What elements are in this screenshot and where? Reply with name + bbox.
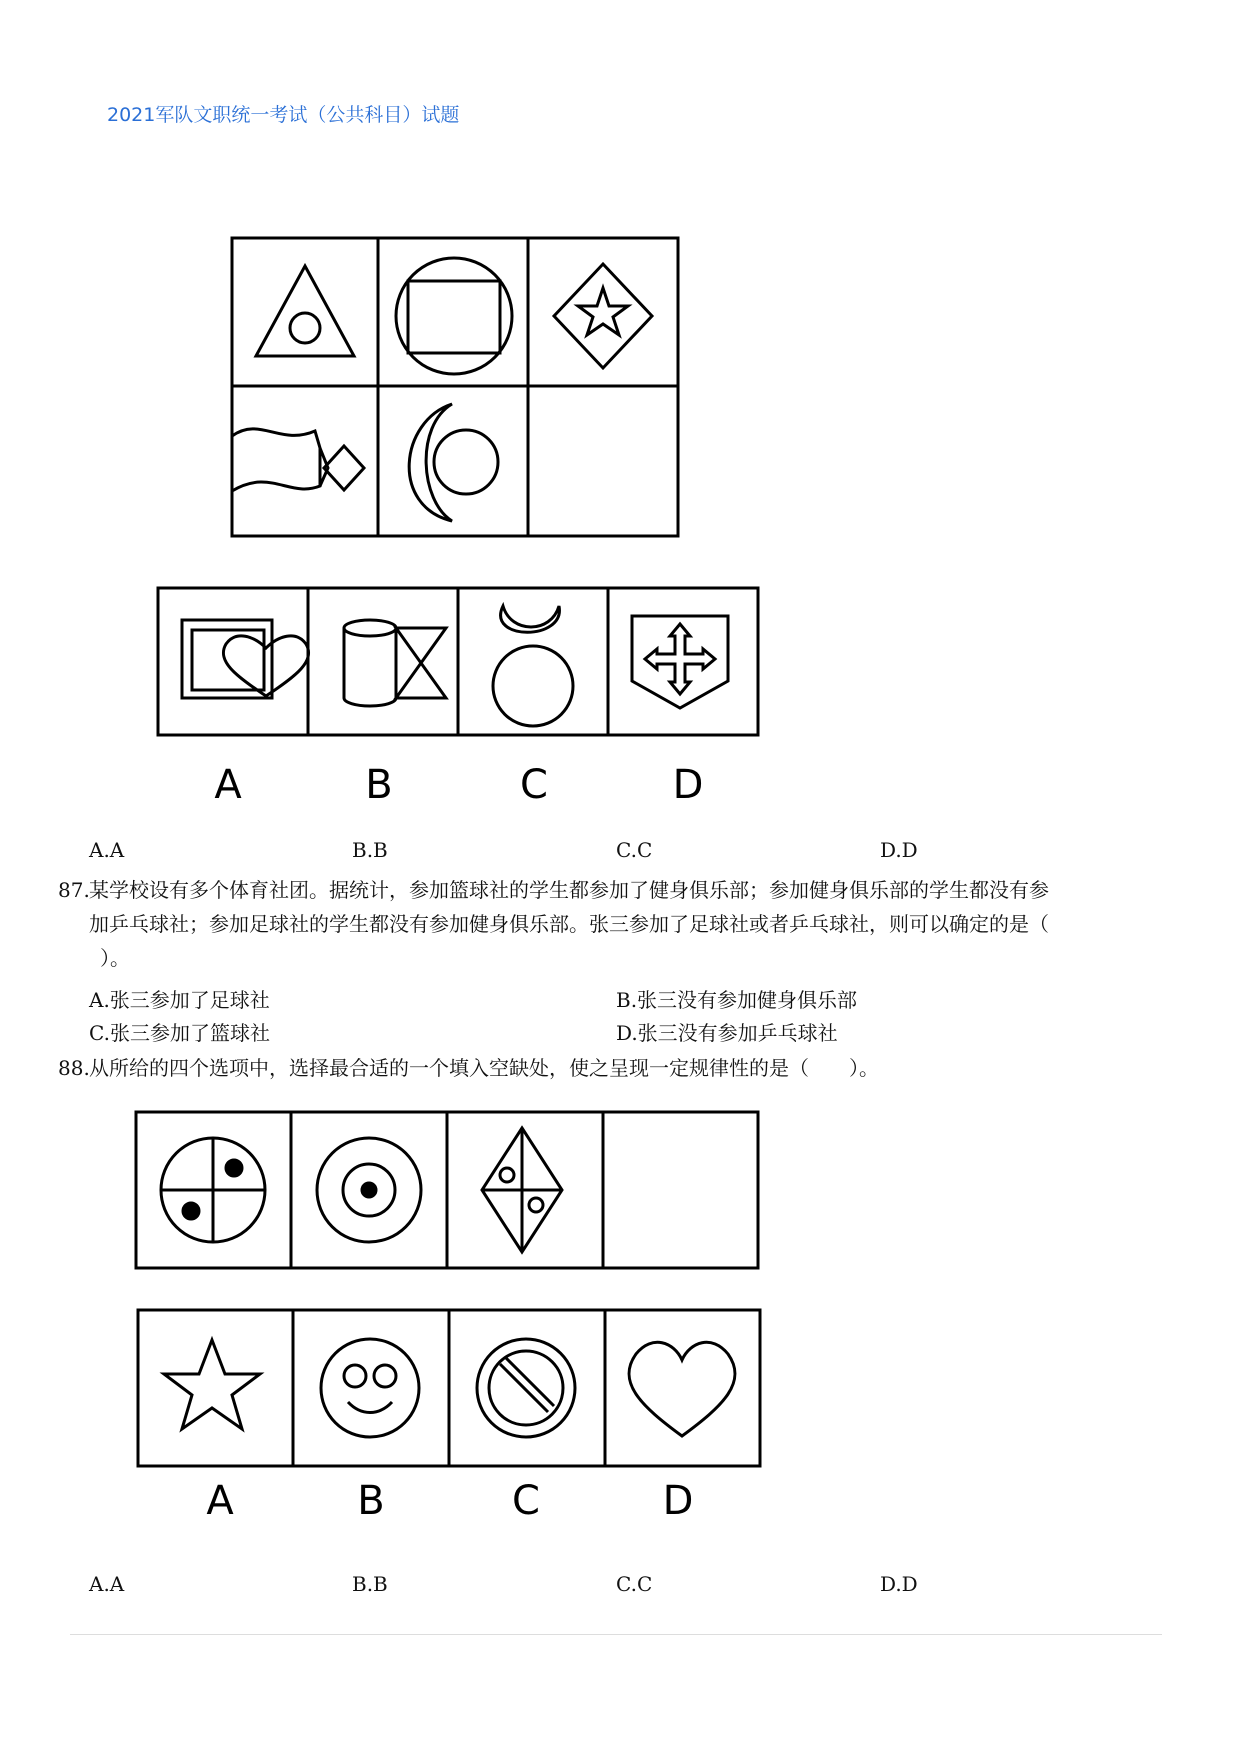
page-header-title: 2021军队文职统一考试（公共科目）试题 — [107, 104, 460, 126]
q88-letter-d: D — [662, 1478, 694, 1524]
q88-letter-b: B — [357, 1478, 385, 1524]
circle-rectangle-icon — [396, 258, 512, 374]
crescent-circle-icon — [409, 404, 498, 521]
q88-number: 88. — [58, 1056, 90, 1080]
q87-stem-line-3: ）。 — [100, 946, 130, 970]
diamond-circles-icon — [482, 1128, 562, 1252]
q88-answer-b[interactable]: B.B — [352, 1572, 388, 1596]
q86-answer-b[interactable]: B.B — [352, 838, 388, 862]
triangle-circle-icon — [256, 266, 354, 356]
q87-stem-line-2: 加乒乓球社；参加足球社的学生都没有参加健身俱乐部。张三参加了足球社或者乒乓球社，则可以确定的是（ — [89, 912, 1049, 936]
shield-arrow-cross-icon — [632, 616, 728, 708]
q86-answer-a[interactable]: A.A — [89, 838, 125, 862]
flag-diamond-icon — [232, 429, 364, 491]
rectangle-heart-icon — [182, 620, 309, 698]
q86-answer-c[interactable]: C.C — [616, 838, 653, 862]
q88-answer-d[interactable]: D.D — [880, 1572, 918, 1596]
cylinder-hourglass-icon — [344, 620, 446, 706]
q88-answer-c[interactable]: C.C — [616, 1572, 653, 1596]
q86-letter-d: D — [672, 762, 704, 808]
q87-stem-line-1: 某学校设有多个体育社团。据统计，参加篮球社的学生都参加了健身俱乐部；参加健身俱乐部的学生都没有参 — [89, 878, 1049, 902]
prohibited-sign-icon — [477, 1339, 575, 1437]
q88-puzzle-grid — [134, 1110, 760, 1270]
q86-letter-c: C — [520, 762, 548, 808]
quartered-circle-dots-icon — [161, 1138, 265, 1242]
concentric-circles-dot-icon — [317, 1138, 421, 1242]
q87-answer-a[interactable]: A.张三参加了足球社 — [89, 988, 270, 1012]
q88-letter-a: A — [206, 1478, 234, 1524]
crescent-over-circle-icon — [493, 606, 573, 726]
q88-option-letters — [0, 1478, 1240, 1530]
q88-answer-a[interactable]: A.A — [89, 1572, 125, 1596]
q88-option-boxes — [136, 1308, 762, 1468]
q87-answer-c[interactable]: C.张三参加了篮球社 — [89, 1021, 270, 1045]
diamond-star-icon — [554, 264, 652, 368]
q86-letter-a: A — [214, 762, 242, 808]
q88-stem: 从所给的四个选项中，选择最合适的一个填入空缺处，使之呈现一定规律性的是（ ）。 — [89, 1056, 879, 1080]
smiley-face-icon — [321, 1339, 419, 1437]
q86-puzzle-grid — [230, 236, 680, 538]
heart-icon — [629, 1342, 735, 1436]
star-icon — [164, 1340, 260, 1429]
page-divider — [70, 1634, 1162, 1635]
q87-answer-d[interactable]: D.张三没有参加乒乓球社 — [616, 1021, 838, 1045]
q86-option-letters — [0, 762, 1240, 814]
q88-letter-c: C — [512, 1478, 540, 1524]
q86-answer-d[interactable]: D.D — [880, 838, 918, 862]
q86-letter-b: B — [365, 762, 393, 808]
q86-option-boxes — [156, 586, 760, 738]
q87-answer-b[interactable]: B.张三没有参加健身俱乐部 — [616, 988, 858, 1012]
q87-number: 87. — [58, 878, 90, 902]
